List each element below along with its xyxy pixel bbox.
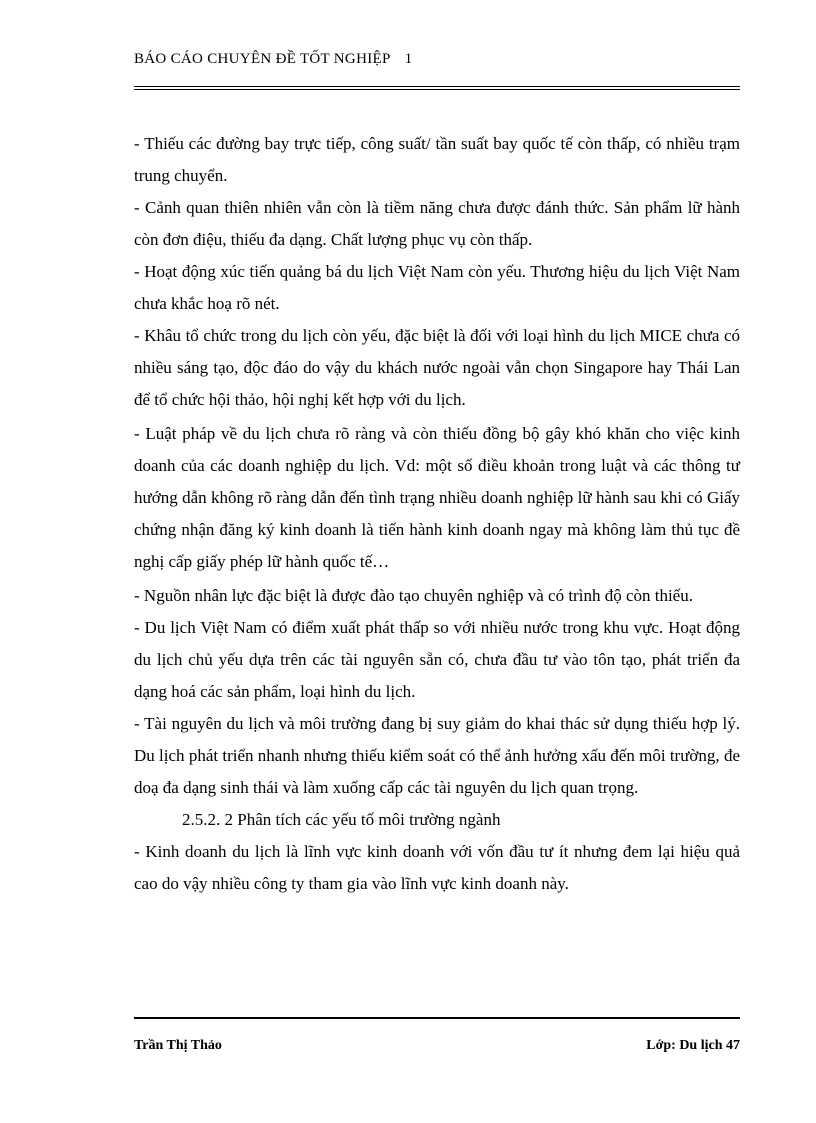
section-subheading: 2.5.2. 2 Phân tích các yếu tố môi trường ngành bbox=[182, 810, 501, 829]
footer-divider bbox=[134, 1017, 740, 1019]
body-text bbox=[134, 128, 740, 900]
paragraph: - Du lịch Việt Nam có điểm xuất phát thấp so với nhiều nước trong khu vực. Hoạt động du lịch chủ yếu dựa trên các tài nguyên sẵn có, chưa đầu tư vào tôn tạo, phát triển đa dạng hoá các sản phẩm, loại hình du lịch. bbox=[134, 618, 740, 701]
page-footer bbox=[134, 1038, 740, 1054]
paragraph: - Luật pháp về du lịch chưa rõ ràng và còn thiếu đồng bộ gây khó khăn cho việc kinh doanh của các doanh nghiệp du lịch. Vd: một số điều khoản trong luật và các thông tư hướng dẫn không rõ ràng dẫn đến tình trạng nhiều doanh nghiệp lữ hành sau khi có Giấy chứng nhận đăng ký kinh doanh là tiến hành kinh doanh ngay mà không làm thủ tục đề nghị cấp giấy phép lữ hành quốc tế… bbox=[134, 424, 740, 571]
paragraph: - Hoạt động xúc tiến quảng bá du lịch Việt Nam còn yếu. Thương hiệu du lịch Việt Nam chưa khắc hoạ rõ nét. bbox=[134, 262, 740, 313]
footer-author: Trần Thị Thảo bbox=[134, 1038, 222, 1053]
page-header bbox=[134, 47, 740, 71]
paragraph: - Kinh doanh du lịch là lĩnh vực kinh doanh với vốn đầu tư ít nhưng đem lại hiệu quả cao do vậy nhiều công ty tham gia vào lĩnh vực kinh doanh này. bbox=[134, 842, 740, 893]
header-title: BÁO CÁO CHUYÊN ĐỀ TỐT NGHIỆP bbox=[134, 51, 391, 67]
paragraph: - Tài nguyên du lịch và môi trường đang bị suy giảm do khai thác sử dụng thiếu hợp lý. Du lịch phát triển nhanh nhưng thiếu kiểm soát có thể ảnh hưởng xấu đến môi trường, đe doạ đa dạng sinh thái và làm xuống cấp các tài nguyên du lịch quan trọng. bbox=[134, 714, 740, 797]
footer-class: Lớp: Du lịch 47 bbox=[646, 1038, 740, 1053]
paragraph: - Nguồn nhân lực đặc biệt là được đào tạo chuyên nghiệp và có trình độ còn thiếu. bbox=[134, 586, 693, 605]
paragraph: - Khâu tổ chức trong du lịch còn yếu, đặc biệt là đối với loại hình du lịch MICE chưa có nhiều sáng tạo, độc đáo do vậy du khách nước ngoài vẫn chọn Singapore hay Thái Lan để tổ chức hội thảo, hội nghị kết hợp với du lịch. bbox=[134, 326, 740, 409]
header-divider bbox=[134, 86, 740, 90]
paragraph: - Cảnh quan thiên nhiên vẫn còn là tiềm năng chưa được đánh thức. Sản phẩm lữ hành còn đơn điệu, thiếu đa dạng. Chất lượng phục vụ còn thấp. bbox=[134, 198, 740, 249]
page-number: 1 bbox=[404, 51, 413, 67]
paragraph: - Thiếu các đường bay trực tiếp, công suất/ tần suất bay quốc tế còn thấp, có nhiều trạm trung chuyển. bbox=[134, 134, 740, 185]
